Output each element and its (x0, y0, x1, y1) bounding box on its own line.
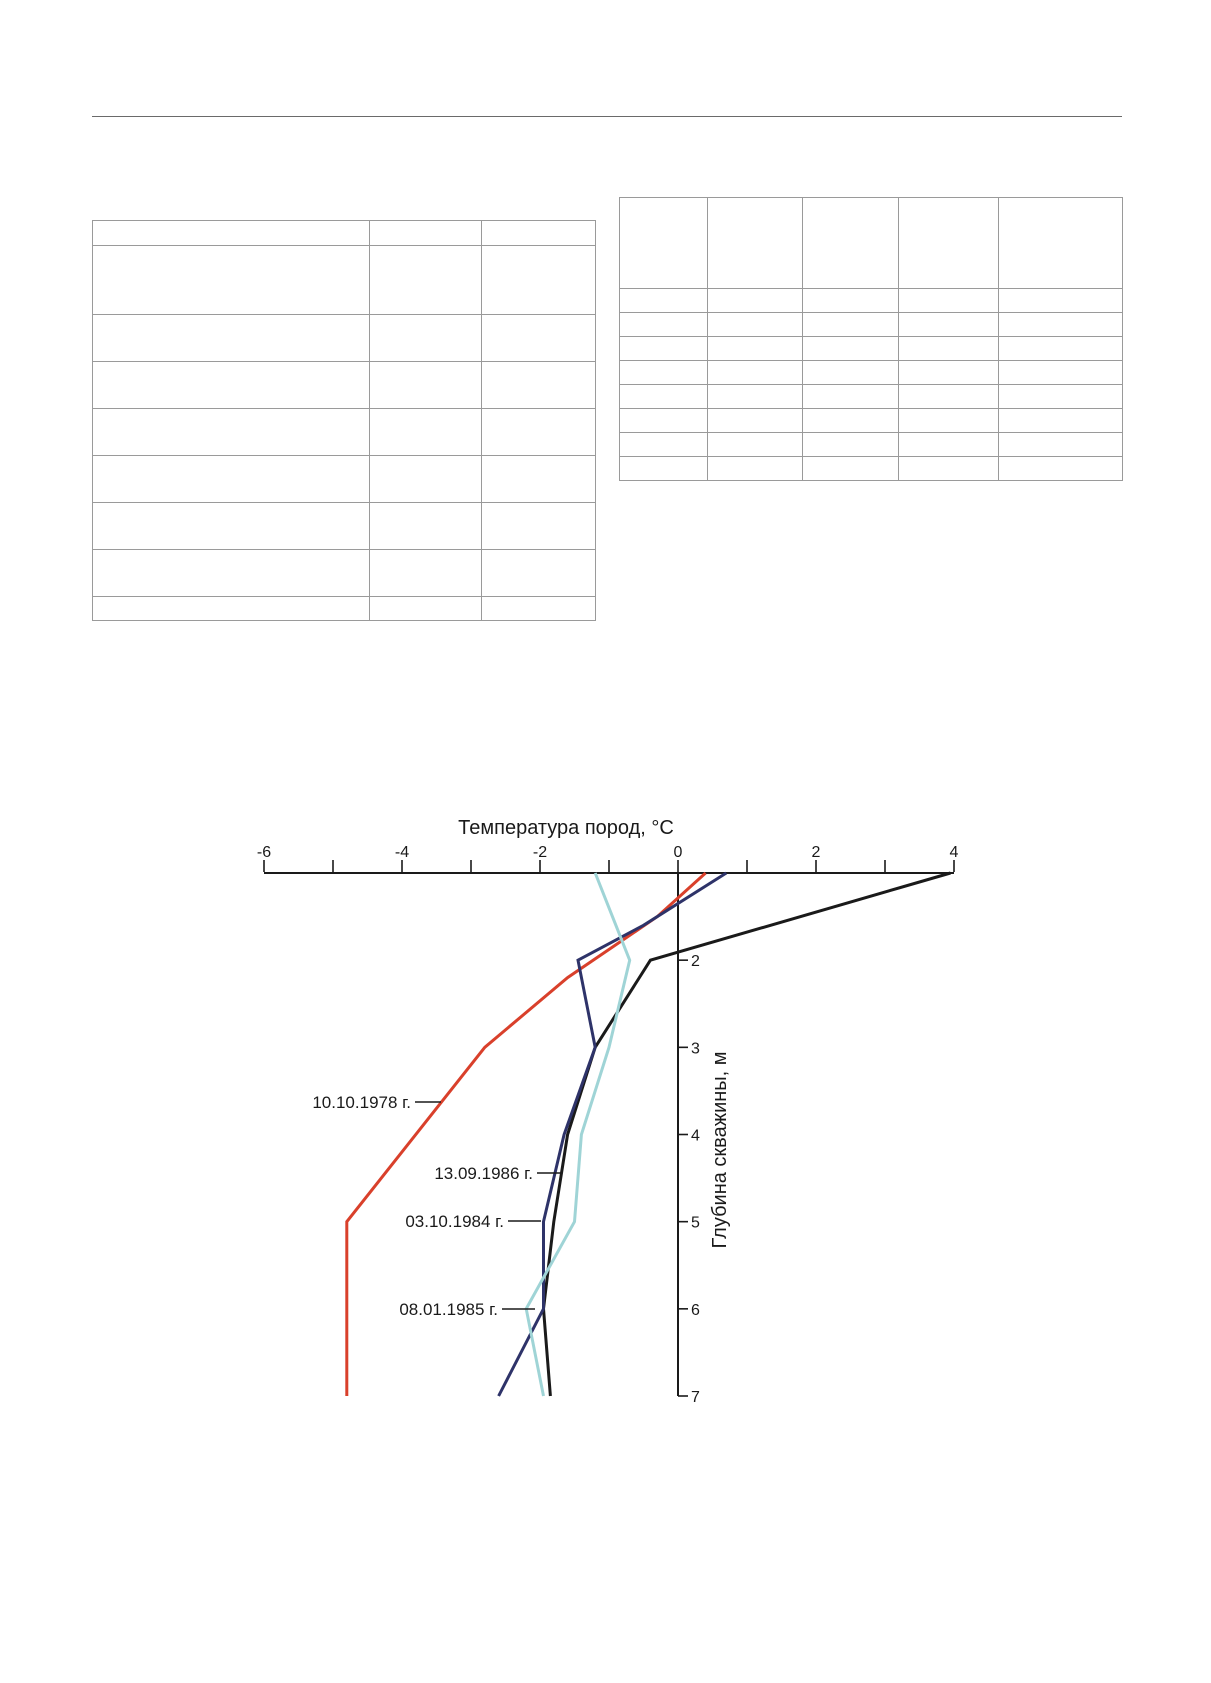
y-tick-label: 7 (691, 1389, 700, 1406)
series-label-3: 03.10.1984 г. (405, 1212, 504, 1231)
x-tick-label: -2 (532, 844, 548, 861)
y-axis-label: Глубина скважины, м (709, 1051, 731, 1249)
x-tick-label: -6 (256, 844, 272, 861)
y-tick-label: 4 (691, 1127, 700, 1145)
x-tick-label: 0 (673, 844, 683, 861)
x-tick-label: 2 (811, 844, 821, 861)
y-tick-label: 5 (691, 1214, 700, 1232)
chart-title: Температура пород, °C (458, 817, 674, 839)
x-tick-label: 4 (949, 844, 959, 861)
y-tick-label: 3 (691, 1040, 700, 1058)
series-label-4: 08.01.1985 г. (399, 1300, 498, 1319)
x-tick-label: -4 (394, 844, 410, 861)
series-label-1: 10.10.1978 г. (312, 1093, 411, 1112)
y-tick-label: 6 (691, 1301, 700, 1319)
y-tick-label: 2 (691, 953, 700, 971)
series-line-4 (526, 873, 630, 1396)
series-label-2: 13.09.1986 г. (434, 1164, 533, 1183)
